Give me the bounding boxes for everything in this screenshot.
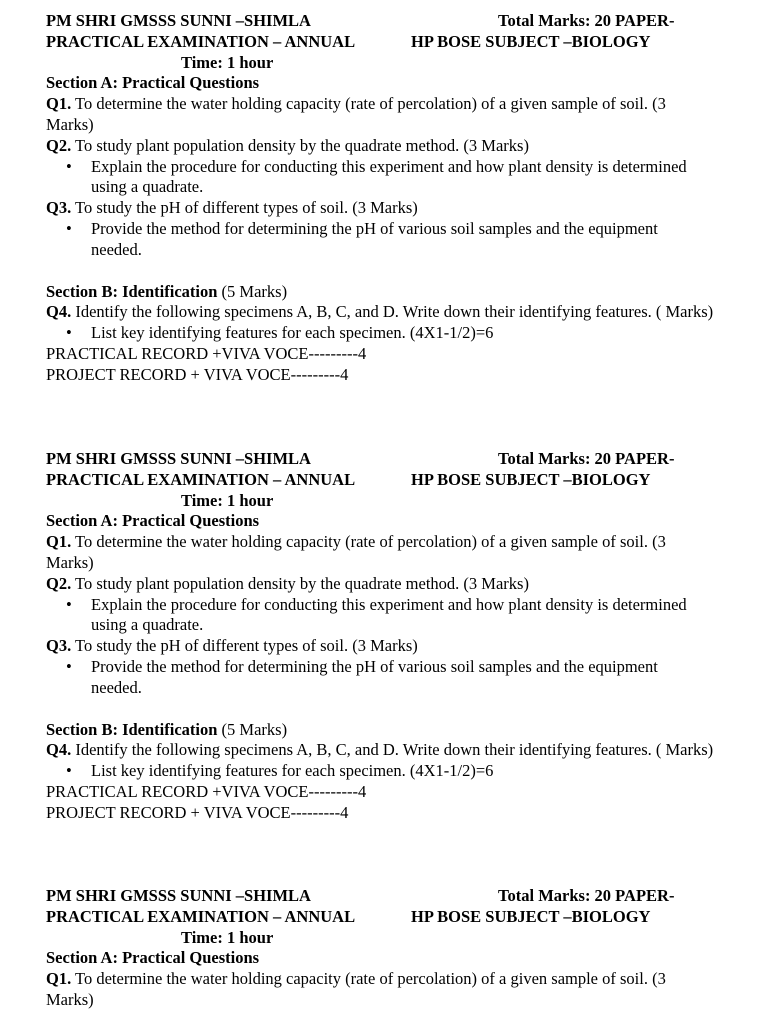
practical-record: PRACTICAL RECORD +VIVA VOCE---------4 (46, 781, 367, 801)
q4-number: Q4. (46, 740, 72, 760)
paper-copy-2 (46, 449, 736, 824)
question-2 (46, 574, 716, 595)
q4-bullet (46, 323, 711, 344)
section-b-title (46, 282, 736, 303)
practical-record: PRACTICAL RECORD +VIVA VOCE---------4 (46, 343, 367, 363)
section-a-title: Section A: Practical Questions (46, 511, 260, 531)
section-b-marks: (5 Marks) (217, 719, 288, 739)
q3-text: To study the pH of different types of soil. (3 Marks) (71, 636, 418, 656)
q4-number: Q4. (46, 302, 72, 322)
q4-text: Identify the following specimens A, B, C, and D. Write down their identifying features. ( Marks) (71, 302, 714, 322)
question-3 (46, 198, 716, 219)
q4-bullet-text: List key identifying features for each specimen. (4X1-1/2)=6 (91, 323, 494, 343)
header-row-1 (46, 11, 736, 32)
q1-number: Q1. (46, 94, 72, 114)
q2-number: Q2. (46, 135, 72, 155)
question-2 (46, 136, 716, 157)
bullet-icon: • (66, 323, 72, 343)
q2-text: To study plant population density by the quadrate method. (3 Marks) (71, 573, 529, 593)
exam-title: PRACTICAL EXAMINATION – ANNUAL (46, 906, 356, 926)
school-name: PM SHRI GMSSS SUNNI –SHIMLA (46, 449, 311, 468)
q1-text: To determine the water holding capacity (rate of percolation) of a given sample of soil. (3 Marks) (46, 94, 666, 134)
q3-bullet (46, 219, 711, 261)
school-name: PM SHRI GMSSS SUNNI –SHIMLA (46, 886, 311, 905)
q2-bullet (46, 595, 711, 637)
paper-copy-3 (46, 886, 736, 1011)
question-3 (46, 636, 716, 657)
q4-bullet-text: List key identifying features for each specimen. (4X1-1/2)=6 (91, 761, 494, 781)
section-a-title: Section A: Practical Questions (46, 73, 260, 93)
header-row-2 (46, 470, 736, 491)
q3-text: To study the pH of different types of soil. (3 Marks) (71, 198, 418, 218)
total-marks: Total Marks: 20 PAPER- (498, 11, 675, 30)
q1-number: Q1. (46, 532, 72, 552)
bullet-icon: • (66, 656, 72, 676)
exam-title: PRACTICAL EXAMINATION – ANNUAL (46, 31, 356, 51)
q3-number: Q3. (46, 636, 72, 656)
board-subject: HP BOSE SUBJECT –BIOLOGY (411, 906, 651, 926)
project-record: PROJECT RECORD + VIVA VOCE---------4 (46, 802, 349, 822)
section-b-heading: Section B: Identification (46, 281, 218, 301)
school-name: PM SHRI GMSSS SUNNI –SHIMLA (46, 11, 311, 30)
question-1 (46, 94, 716, 136)
q4-text: Identify the following specimens A, B, C, and D. Write down their identifying features. ( Marks) (71, 740, 714, 760)
section-b-marks: (5 Marks) (217, 281, 288, 301)
bullet-icon: • (66, 594, 72, 614)
q3-number: Q3. (46, 198, 72, 218)
exam-time: Time: 1 hour (181, 52, 274, 72)
section-b-heading: Section B: Identification (46, 719, 218, 739)
header-row-2 (46, 32, 736, 53)
q3-bullet-text: Provide the method for determining the pH of various soil samples and the equipment needed. (91, 656, 658, 697)
q1-number: Q1. (46, 969, 72, 989)
q2-number: Q2. (46, 573, 72, 593)
section-a-title: Section A: Practical Questions (46, 948, 260, 968)
question-4 (46, 740, 716, 761)
section-b-title (46, 720, 736, 741)
bullet-icon: • (66, 761, 72, 781)
board-subject: HP BOSE SUBJECT –BIOLOGY (411, 469, 651, 489)
q2-bullet-text: Explain the procedure for conducting this experiment and how plant density is determined using a quadrate. (91, 594, 687, 635)
board-subject: HP BOSE SUBJECT –BIOLOGY (411, 31, 651, 51)
q1-text: To determine the water holding capacity (rate of percolation) of a given sample of soil. (3 Marks) (46, 969, 666, 1009)
header-row-2 (46, 907, 736, 928)
q3-bullet-text: Provide the method for determining the pH of various soil samples and the equipment needed. (91, 218, 658, 259)
total-marks: Total Marks: 20 PAPER- (498, 449, 675, 468)
paper-copy-1 (46, 11, 736, 386)
header-row-1 (46, 886, 736, 907)
project-record: PROJECT RECORD + VIVA VOCE---------4 (46, 364, 349, 384)
header-row-1 (46, 449, 736, 470)
question-4 (46, 302, 716, 323)
bullet-icon: • (66, 218, 72, 238)
q4-bullet (46, 761, 711, 782)
question-1 (46, 969, 716, 1011)
q1-text: To determine the water holding capacity (rate of percolation) of a given sample of soil. (3 Marks) (46, 532, 666, 572)
question-1 (46, 532, 716, 574)
exam-title: PRACTICAL EXAMINATION – ANNUAL (46, 469, 356, 489)
q2-text: To study plant population density by the quadrate method. (3 Marks) (71, 135, 529, 155)
q2-bullet-text: Explain the procedure for conducting this experiment and how plant density is determined using a quadrate. (91, 156, 687, 197)
spacer (46, 261, 736, 282)
total-marks: Total Marks: 20 PAPER- (498, 886, 675, 905)
exam-time: Time: 1 hour (181, 927, 274, 947)
exam-time: Time: 1 hour (181, 490, 274, 510)
spacer (46, 699, 736, 720)
q2-bullet (46, 157, 711, 199)
q3-bullet (46, 657, 711, 699)
bullet-icon: • (66, 156, 72, 176)
